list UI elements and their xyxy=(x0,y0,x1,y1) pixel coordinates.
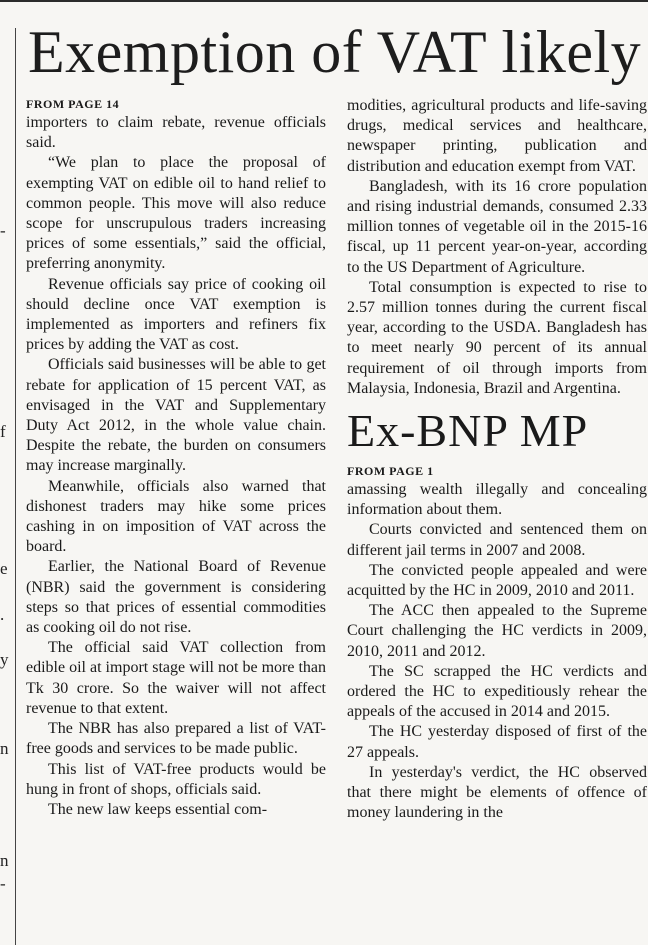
paragraph: Revenue officials say price of cooking oil should decline once VAT exemption is implemented as importers and refiners fix prices by adding the VAT as cost. xyxy=(26,275,326,354)
paragraph: Bangladesh, with its 16 crore population and rising industrial demands, consumed 2.33 million tonnes of vegetable oil in the 2015-16 fiscal, up 11 percent year-on-year, according to the US Department of Agriculture. xyxy=(347,177,647,276)
paragraph: In yesterday's verdict, the HC observed that there might be elements of offence of money laundering in the xyxy=(347,763,647,822)
margin-fragment: n xyxy=(0,851,9,870)
paragraph: The convicted people appealed and were acquitted by the HC in 2009, 2010 and 2011. xyxy=(347,561,647,600)
paragraph: The NBR has also prepared a list of VAT-free goods and services to be made public. xyxy=(26,720,326,758)
top-rule xyxy=(0,0,648,2)
paragraph: importers to claim rebate, revenue officials said. xyxy=(26,114,326,152)
margin-fragment: - xyxy=(0,874,6,893)
paragraph: modities, agricultural products and life-saving drugs, medical services and healthcare, newspaper printing, publication and distribution and education exempt from VAT. xyxy=(347,97,647,175)
paragraph: The HC yesterday disposed of first of the 27 appeals. xyxy=(347,723,647,761)
story-column-left xyxy=(26,96,326,820)
story-headline-ex-bnp-mp: Ex-BNP MP xyxy=(347,405,589,457)
paragraph: “We plan to place the proposal of exempting VAT on edible oil to hand relief to common people. This move will also reduce scope for unscrupulous traders increasing prices of some essentials,” said the official, preferring anonymity. xyxy=(26,154,326,273)
column-rule xyxy=(15,28,16,945)
paragraph: This list of VAT-free products would be hung in front of shops, officials said. xyxy=(26,760,326,798)
from-page-label: FROM PAGE 1 xyxy=(347,464,434,479)
paragraph: The new law keeps essential com- xyxy=(48,800,268,818)
margin-fragment: e xyxy=(0,559,8,578)
margin-fragment: y xyxy=(0,650,9,669)
paragraph: Earlier, the National Board of Revenue (NBR) said the government is considering steps so that prices of essential commodities as cooking oil do not rise. xyxy=(26,558,326,637)
story-headline-vat: Exemption of VAT likely xyxy=(28,19,642,85)
margin-fragment: - xyxy=(0,221,6,240)
paragraph: The official said VAT collection from edible oil at import stage will not be more than Tk 30 crore. So the waiver will not affect revenue to that extent. xyxy=(26,639,326,717)
from-page-label: FROM PAGE 14 xyxy=(26,97,120,111)
margin-fragment: f xyxy=(0,422,6,441)
paragraph: Total consumption is expected to rise to 2.57 million tonnes during the current fiscal year, according to the USDA. Bangladesh has to meet nearly 90 percent of its annual requirement of oil through imports from Malaysia, Indonesia, Brazil and Argentina. xyxy=(347,278,647,397)
margin-fragment: . xyxy=(0,605,5,624)
story-column-right xyxy=(347,96,647,824)
margin-fragment: n xyxy=(0,739,9,758)
paragraph: The SC scrapped the HC verdicts and ordered the HC to expeditiously rehear the appeals of the accused in 2014 and 2015. xyxy=(347,662,647,721)
paragraph: Officials said businesses will be able to get rebate for application of 15 percent VAT, as envisaged in the VAT and Supplementary Duty Act 2012, in the whole value chain. Despite the rebate, the burden on consumers may increase marginally. xyxy=(26,356,326,475)
paragraph: amassing wealth illegally and concealing information about them. xyxy=(347,481,647,519)
paragraph: Courts convicted and sentenced them on different jail terms in 2007 and 2008. xyxy=(347,521,647,559)
paragraph: The ACC then appealed to the Supreme Court challenging the HC verdicts in 2009, 2010, 2011 and 2012. xyxy=(347,602,647,660)
paragraph: Meanwhile, officials also warned that dishonest traders may hike some prices cashing in on imposition of VAT across the board. xyxy=(26,477,326,556)
